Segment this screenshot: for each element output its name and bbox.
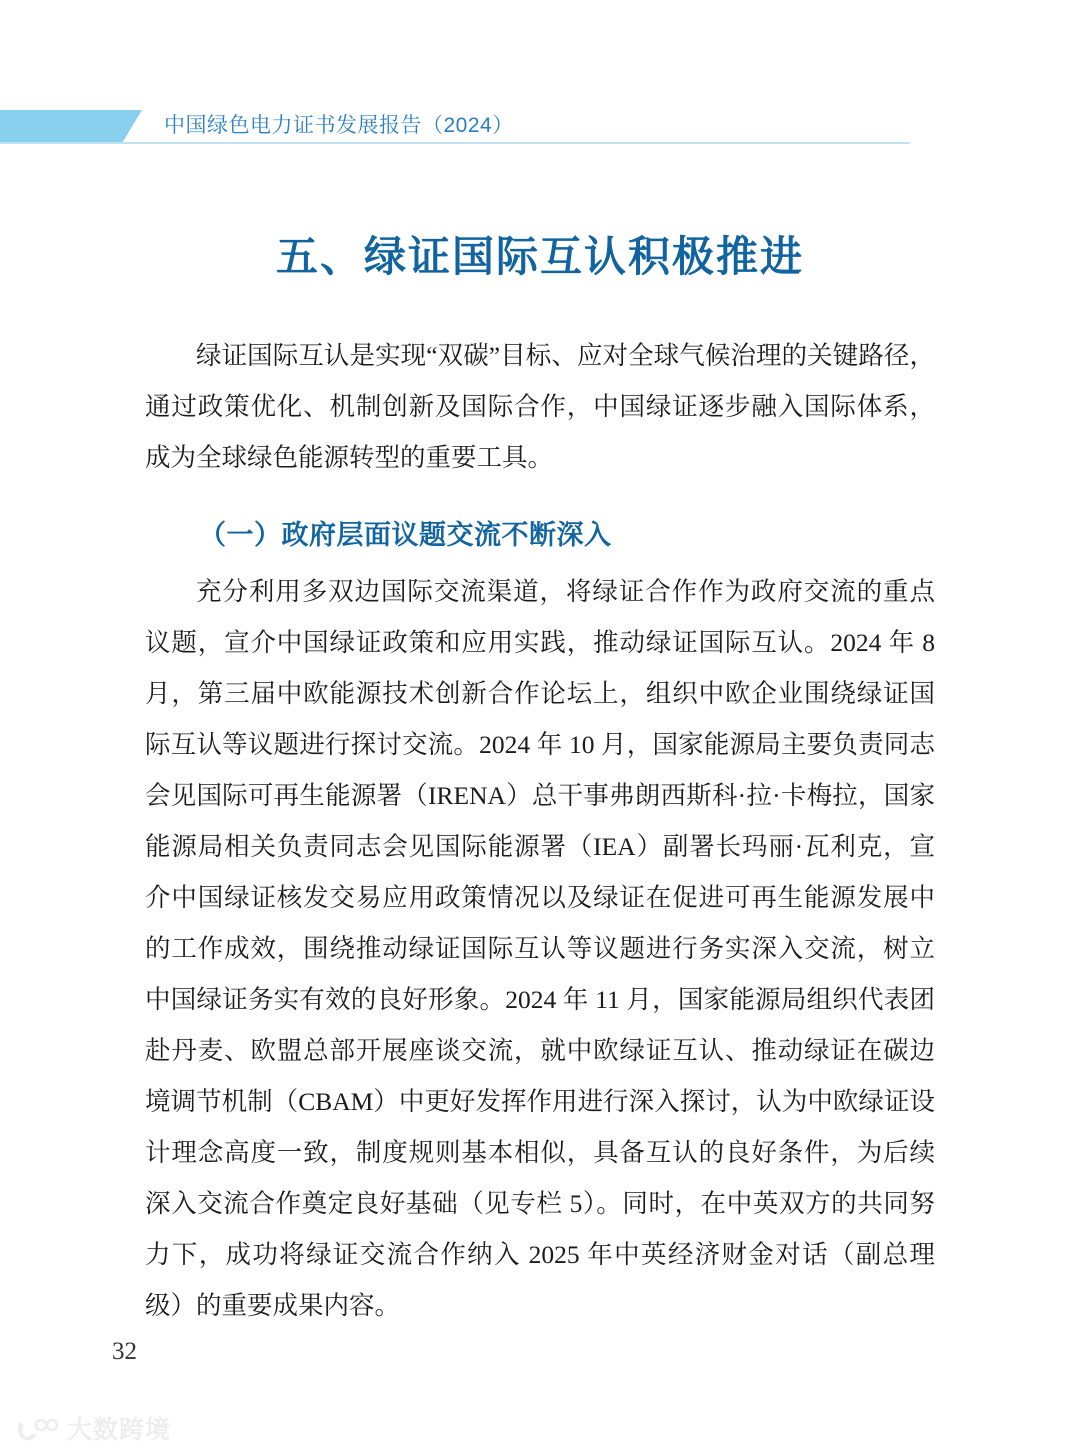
watermark <box>16 1416 171 1444</box>
watermark-text: 大数跨境 <box>67 1415 172 1444</box>
watermark-logo-icon <box>16 1416 60 1444</box>
document-content <box>145 330 935 1349</box>
page-title: 五、绿证国际互认积极推进 <box>275 233 804 281</box>
section-heading-1: （一）政府层面议题交流不断深入 <box>199 520 612 550</box>
page-header <box>0 110 1080 144</box>
body-paragraph: 充分利用多双边国际交流渠道，将绿证合作作为政府交流的重点议题，宣介中国绿证政策和应用实践，推动绿证国际互认。2024 年 8 月，第三届中欧能源技术创新合作论坛上，组织中欧企业围绕绿证国际互认等议题进行探讨交流。2024 年 10 月，国家能源局主要负责同志会见国际可再生能源署（IRENA）总干事弗朗西斯科·拉·卡梅拉，国家能源局相关负责同志会见国际能源署（IEA）副署长玛丽·瓦利克，宣介中国绿证核发交易应用政策情况以及绿证在促进可再生能源发展中的工作成效，围绕推动绿证国际互认等议题进行务实深入交流，树立中国绿证务实有效的良好形象。2024 年 11 月，国家能源局组织代表团赴丹麦、欧盟总部开展座谈交流，就中欧绿证互认、推动绿证在碳边境调节机制（CBAM）中更好发挥作用进行深入探讨，认为中欧绿证设计理念高度一致，制度规则基本相似，具备互认的良好条件，为后续深入交流合作奠定良好基础（见专栏 5）。同时，在中英双方的共同努力下，成功将绿证交流合作纳入 2025 年中英经济财金对话（副总理级）的重要成果内容。 <box>145 577 935 1320</box>
intro-paragraph: 绿证国际互认是实现“双碳”目标、应对全球气候治理的关键路径，通过政策优化、机制创新及国际合作，中国绿证逐步融入国际体系，成为全球绿色能源转型的重要工具。 <box>145 341 935 472</box>
header-accent-tab <box>0 110 142 143</box>
page-number: 32 <box>112 1338 137 1365</box>
running-header-title: 中国绿色电力证书发展报告（2024） <box>164 114 514 137</box>
header-divider-rule <box>0 142 910 144</box>
